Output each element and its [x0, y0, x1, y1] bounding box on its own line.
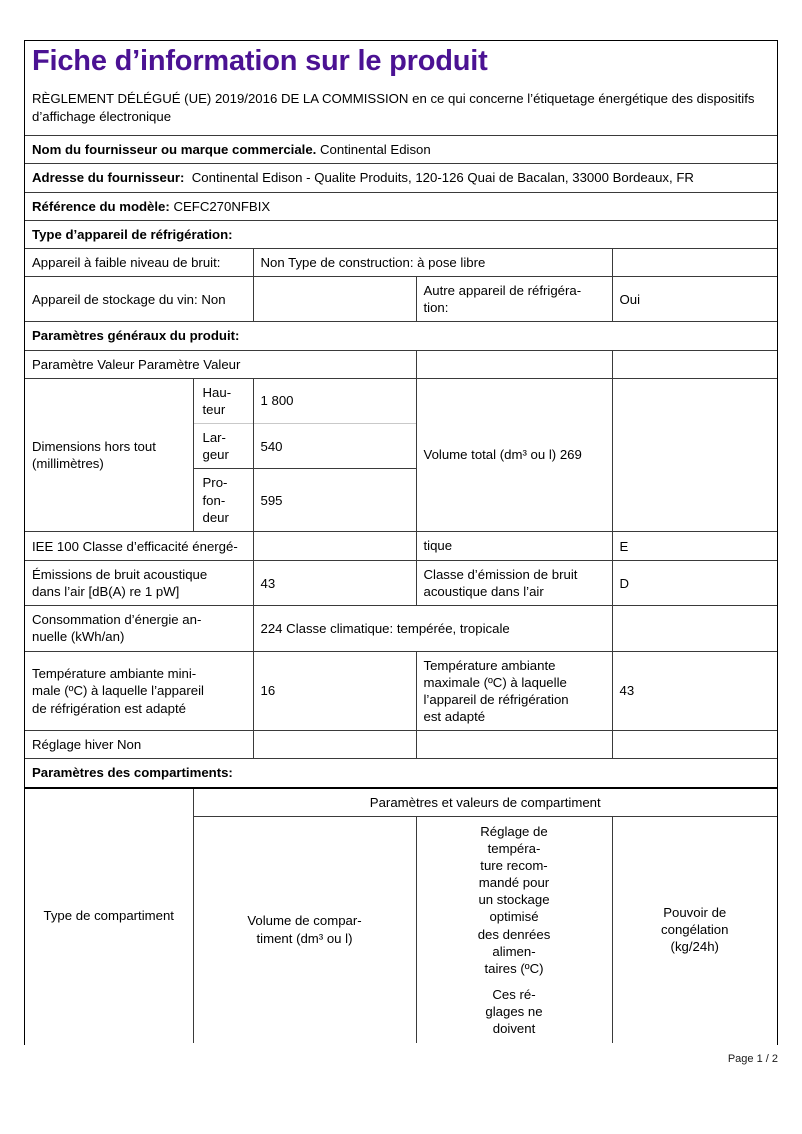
compartment-group-header: Paramètres et valeurs de compartiment — [193, 788, 777, 817]
table-row-compartment-group-header — [25, 788, 777, 817]
page-title: Fiche d’information sur le produit — [32, 45, 488, 77]
width-label-line1: Lar- — [202, 430, 226, 446]
winter-setting-empty-3 — [612, 731, 777, 759]
temp-max-label-line4: est adapté — [423, 709, 486, 725]
winter-setting-cell: Réglage hiver Non — [25, 731, 253, 759]
table-row-compartments-section — [25, 759, 777, 788]
table-row-general-section — [25, 322, 777, 350]
compartment-col-temp-note-line2: glages ne — [485, 1004, 543, 1020]
table-row-dimension-height — [25, 378, 777, 423]
compartment-col-freeze-line3: (kg/24h) — [670, 939, 719, 955]
depth-value: 595 — [253, 469, 416, 531]
model-reference-value: CEFC270NFBIX — [173, 198, 271, 214]
general-section-label: Paramètres généraux du produit: — [25, 322, 777, 350]
compartment-col-temp-note-line3: doivent — [492, 1021, 536, 1037]
other-appliance-value: Oui — [612, 277, 777, 322]
table-row-iee — [25, 531, 777, 560]
compartment-col-volume — [193, 816, 416, 1042]
main-table — [25, 41, 777, 1043]
temp-max-label-line2: maximale (ºC) à laquelle — [423, 674, 567, 690]
depth-label-cell — [193, 469, 253, 531]
table-row-appliance-type-section — [25, 220, 777, 248]
low-noise-empty-cell — [612, 248, 777, 276]
table-row-title — [25, 41, 777, 136]
height-label-cell — [193, 378, 253, 423]
winter-setting-empty-2 — [416, 731, 612, 759]
other-appliance-label-cell — [416, 277, 612, 322]
temp-min-label-line3: de réfrigération est adapté — [32, 700, 186, 716]
dimensions-label-cell — [25, 378, 193, 531]
noise-label-cell — [25, 560, 253, 605]
compartment-col-temperature — [416, 816, 612, 1042]
table-row-wine-storage — [25, 277, 777, 322]
low-noise-label: Appareil à faible niveau de bruit: — [32, 254, 221, 270]
height-label-line1: Hau- — [202, 384, 232, 400]
other-appliance-label-line2: tion: — [423, 300, 449, 316]
title-block-cell — [25, 41, 777, 136]
wine-storage-label: Appareil de stockage du vin: — [32, 291, 198, 307]
temp-min-value: 16 — [253, 651, 416, 731]
temp-max-value: 43 — [612, 651, 777, 731]
construction-cell — [253, 248, 612, 276]
iee-label-cell — [25, 531, 253, 560]
compartment-col-temp-line3: ture recom- — [480, 858, 548, 874]
table-row-model-reference — [25, 192, 777, 220]
dimensions-label-line1: Dimensions hors tout — [32, 438, 156, 454]
iee-class-value: E — [612, 531, 777, 560]
temp-min-label-line2: male (ºC) à laquelle l’appareil — [32, 683, 204, 699]
parameter-value-header-text: Paramètre Valeur Paramètre Valeur — [32, 356, 241, 372]
height-value: 1 800 — [253, 378, 416, 423]
compartment-col-volume-line1: Volume de compar- — [247, 913, 362, 929]
width-label-line2: geur — [202, 447, 229, 463]
compartment-col-temp-line6: optimisé — [489, 909, 539, 925]
compartment-col-temp-line9: taires (ºC) — [484, 960, 544, 976]
depth-label-line2: fon- — [202, 492, 226, 508]
winter-setting-empty-1 — [253, 731, 416, 759]
low-noise-value: Non — [260, 254, 285, 270]
noise-class-value: D — [612, 560, 777, 605]
temp-max-label-cell — [416, 651, 612, 731]
wine-storage-cell — [25, 277, 253, 322]
width-value: 540 — [253, 424, 416, 469]
noise-label-line1: Émissions de bruit acoustique — [32, 566, 208, 582]
appliance-type-section-label: Type d’appareil de réfrigération: — [25, 220, 777, 248]
table-row-winter-setting — [25, 731, 777, 759]
parameter-header-empty-2 — [612, 350, 777, 378]
noise-class-label-cell — [416, 560, 612, 605]
compartment-col-temp-line8: alimen- — [492, 943, 536, 959]
iee-label-continuation-cell — [416, 531, 612, 560]
parameter-header-empty-1 — [416, 350, 612, 378]
energy-label-cell — [25, 606, 253, 651]
temp-max-label-line3: l’appareil de réfrigération — [423, 691, 569, 707]
table-row-noise — [25, 560, 777, 605]
temp-min-label-cell — [25, 651, 253, 731]
width-label-cell — [193, 424, 253, 469]
temp-max-label-line1: Température ambiante — [423, 657, 556, 673]
energy-label-line2: nuelle (kWh/an) — [32, 629, 125, 645]
supplier-name-value: Continental Edison — [320, 142, 431, 158]
supplier-address-label: Adresse du fournisseur: — [32, 170, 185, 186]
table-row-energy-consumption — [25, 606, 777, 651]
depth-label-line3: deur — [202, 509, 229, 525]
compartment-col-freeze-line2: congélation — [661, 922, 729, 938]
product-data-table — [24, 40, 778, 1045]
compartment-col-freezing — [612, 816, 777, 1042]
regulation-text: RÈGLEMENT DÉLÉGUÉ (UE) 2019/2016 DE LA COMMISSION en ce qui concerne l’étiquetage énergétique des dispositifs d’affichage électronique — [32, 90, 755, 125]
low-noise-cell — [25, 248, 253, 276]
compartment-col-type: Type de compartiment — [25, 788, 193, 1043]
depth-label-line1: Pro- — [202, 475, 228, 491]
total-volume-cell: Volume total (dm³ ou l) 269 — [416, 378, 612, 531]
compartment-col-temp-line5: un stockage — [478, 892, 550, 908]
supplier-address-cell — [25, 164, 777, 192]
construction-label: Type de construction: — [288, 254, 414, 270]
table-row-ambient-temperature — [25, 651, 777, 731]
model-reference-label: Référence du modèle: — [32, 198, 170, 214]
noise-class-label-line2: acoustique dans l’air — [423, 584, 544, 600]
iee-empty-cell — [253, 531, 416, 560]
wine-storage-empty-cell — [253, 277, 416, 322]
energy-value-cell — [253, 606, 612, 651]
supplier-name-cell — [25, 136, 777, 164]
noise-value: 43 — [253, 560, 416, 605]
supplier-name-label: Nom du fournisseur ou marque commerciale. — [32, 142, 317, 158]
iee-label-continuation: tique — [423, 537, 453, 553]
construction-value: à pose libre — [417, 254, 486, 270]
wine-storage-value: Non — [201, 291, 226, 307]
compartments-section-label: Paramètres des compartiments: — [25, 759, 777, 788]
general-empty-right-cell — [612, 378, 777, 531]
table-row-low-noise — [25, 248, 777, 276]
compartment-col-temp-line7: des denrées — [477, 926, 551, 942]
compartment-col-freeze-line1: Pouvoir de — [663, 904, 727, 920]
noise-label-line2: dans l’air [dB(A) re 1 pW] — [32, 584, 180, 600]
table-row-supplier-address — [25, 164, 777, 192]
page-footer: Page 1 / 2 — [727, 1053, 778, 1065]
compartment-col-temp-line1: Réglage de — [480, 823, 548, 839]
noise-class-label-line1: Classe d’émission de bruit — [423, 566, 578, 582]
compartment-col-volume-line2: timent (dm³ ou l) — [256, 930, 353, 946]
energy-value: 224 Classe climatique: tempérée, tropicale — [260, 620, 510, 636]
compartment-col-temp-line4: mandé pour — [478, 875, 550, 891]
supplier-address-value: Continental Edison - Qualite Produits, 120-126 Quai de Bacalan, 33000 Bordeaux, FR — [191, 170, 694, 186]
model-reference-cell — [25, 192, 777, 220]
compartment-col-temp-line2: tempéra- — [487, 840, 541, 856]
other-appliance-label-line1: Autre appareil de réfrigéra- — [423, 283, 582, 299]
parameter-value-header — [25, 350, 416, 378]
temp-min-label-line1: Température ambiante mini- — [32, 666, 197, 682]
compartment-col-temp-note-line1: Ces ré- — [492, 987, 536, 1003]
table-row-parameter-header — [25, 350, 777, 378]
energy-empty-cell — [612, 606, 777, 651]
iee-label: IEE 100 Classe d’efficacité énergé- — [32, 538, 238, 554]
energy-label-line1: Consommation d’énergie an- — [32, 612, 202, 628]
height-label-line2: teur — [202, 401, 226, 417]
dimensions-label-line2: (millimètres) — [32, 455, 104, 471]
table-row-supplier-name — [25, 136, 777, 164]
